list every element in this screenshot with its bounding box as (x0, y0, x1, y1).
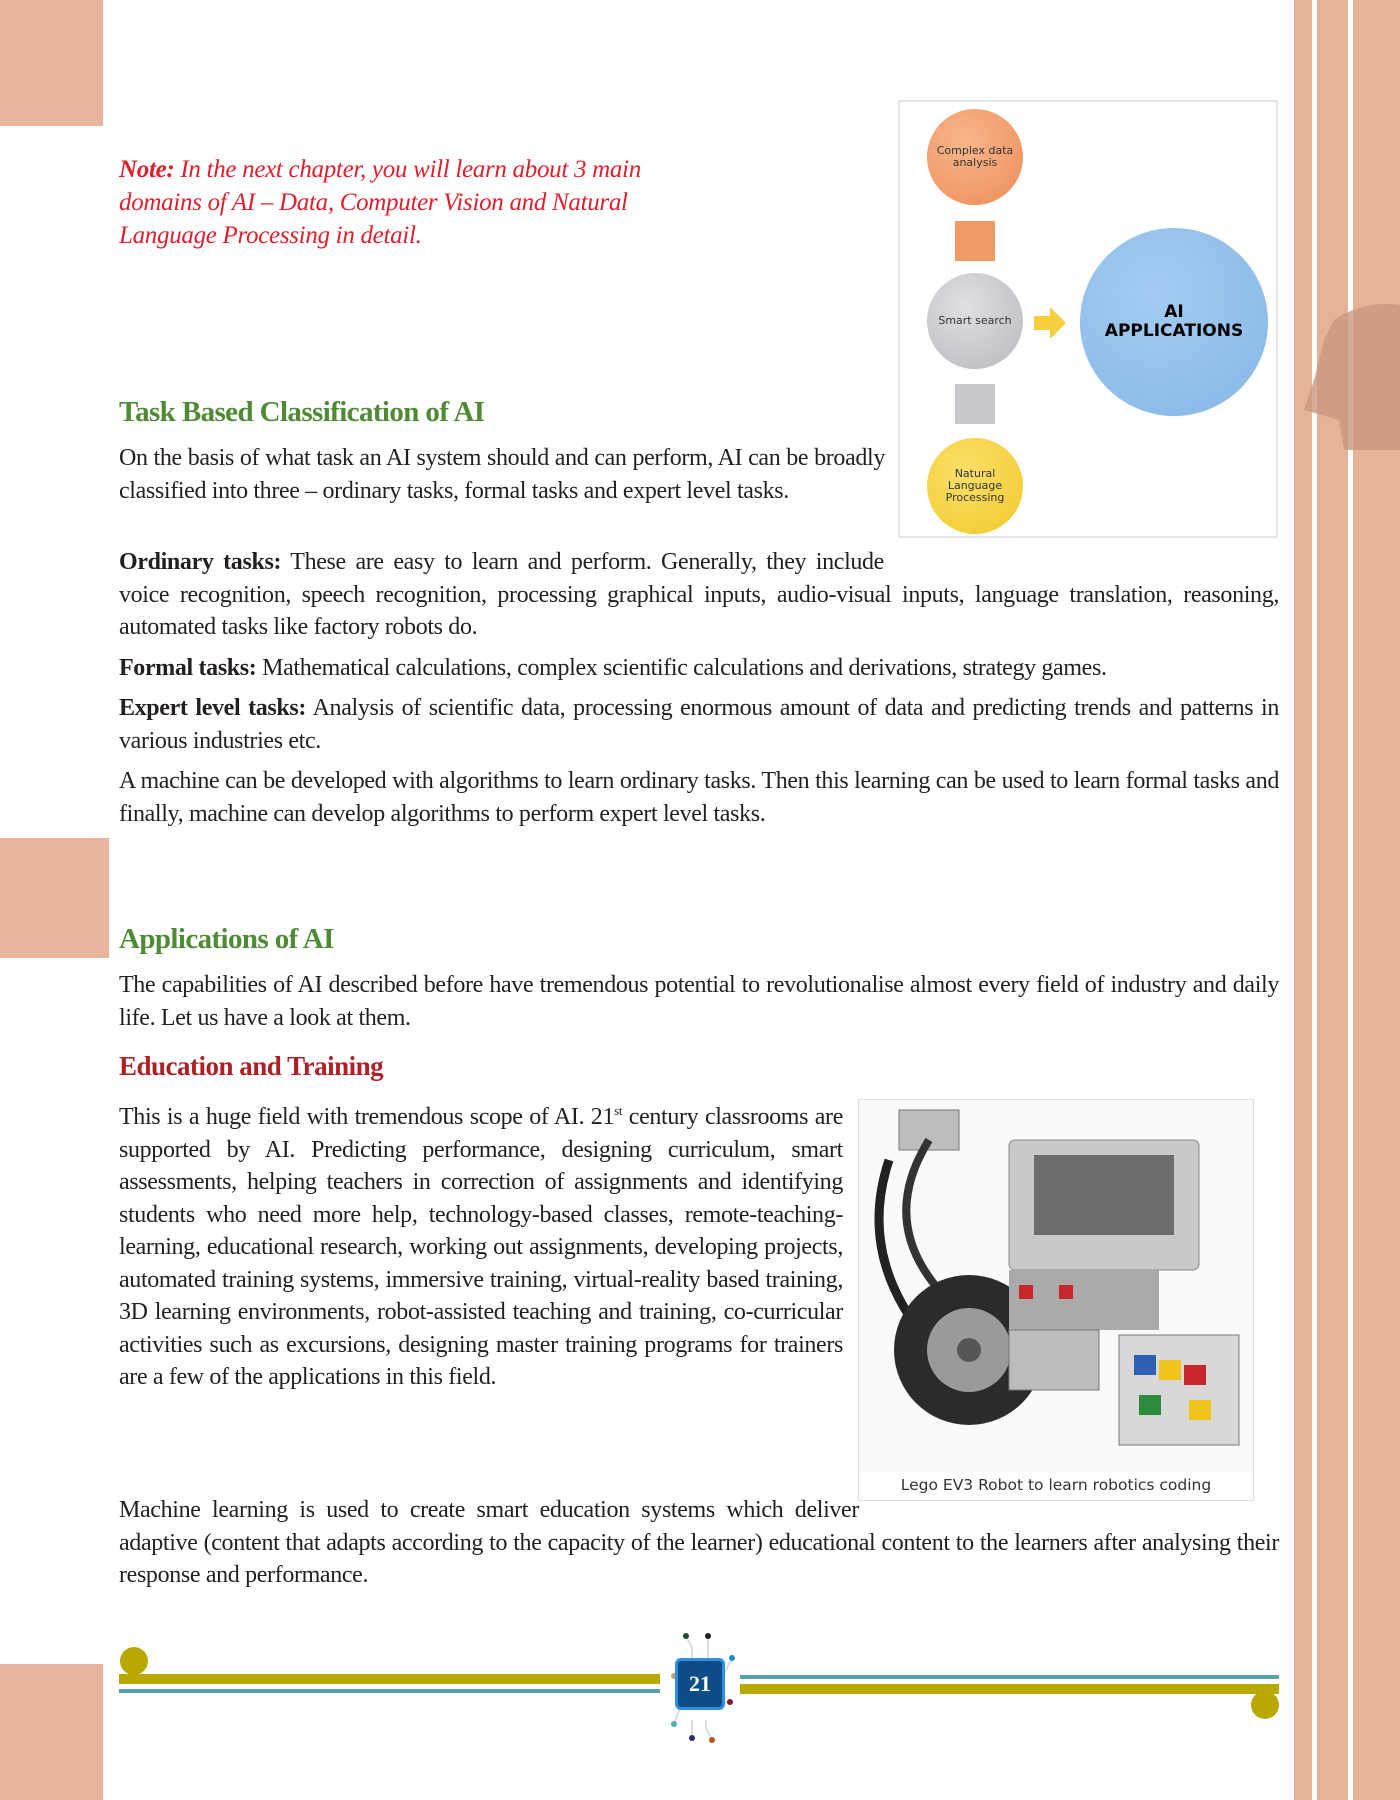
arrow-right-icon (1034, 307, 1066, 339)
circuit-head-icon (1294, 300, 1400, 470)
heading-applications-of-ai: Applications of AI (119, 923, 334, 955)
expert-tasks-paragraph: Expert level tasks: Analysis of scientific data, processing enormous amount of data and predicting trends and patterns in various industries etc. (119, 695, 1279, 754)
decorative-right-band (1294, 0, 1400, 1800)
task-intro-paragraph: On the basis of what task an AI system should and can perform, AI can be broadly classified into three – ordinary tasks, formal tasks and expert level tasks. (119, 445, 885, 504)
note-body: In the next chapter, you will learn about 3 main domains of AI – Data, Computer Vision and Natural Language Processing in detail. (119, 156, 641, 249)
machine-learning-paragraph: Machine learning is used to create smart education systems which deliver adaptive (content that adapts according to the capacity of the learner) educational content to the learners after analysing their response and performance. (119, 1497, 1279, 1588)
page-number: 21 (689, 1671, 711, 1696)
figure-caption: Lego EV3 Robot to learn robotics coding (900, 1476, 1212, 1494)
note-text (119, 153, 729, 252)
diagram-node-nlp: Natural Language Processing (927, 438, 1023, 534)
footer-rule-olive-right (740, 1684, 1279, 1694)
ai-applications-diagram (898, 100, 1278, 538)
lego-robot-figure (858, 1099, 1254, 1501)
heading-task-based-classification: Task Based Classification of AI (119, 396, 485, 428)
applications-intro-paragraph: The capabilities of AI described before have tremendous potential to revolutionalise almost every field of industry and daily life. Let us have a look at them. (119, 972, 1279, 1031)
plus-icon (955, 384, 995, 424)
decorative-corner-block (0, 0, 103, 126)
footer-rule-teal-right (740, 1675, 1279, 1679)
heading-education-and-training: Education and Training (119, 1051, 384, 1081)
formal-tasks-paragraph: Formal tasks: Mathematical calculations, complex scientific calculations and derivations, strategy games. (119, 654, 1107, 681)
decorative-bottom-block (0, 1664, 103, 1800)
footer-dot-left (120, 1647, 148, 1675)
footer-dot-right (1251, 1691, 1279, 1719)
diagram-result-ai-applications: AI APPLICATIONS (1080, 228, 1268, 416)
lego-robot-image (859, 1100, 1253, 1472)
diagram-node-smart-search: Smart search (927, 273, 1023, 369)
task-details (119, 546, 1279, 830)
education-paragraph: This is a huge field with tremendous scope of AI. 21st century classrooms are supported by AI. Predicting performance, designing curriculum, smart assessments, helping teachers in correction of assignments and identifying students who need more help, technology-based classes, remote-teaching-learning, educational research, working out assignments, developing projects, automated training systems, immersive training, virtual-reality based training, 3D learning environments, robot-assisted teaching and training, co-curricular activities such as excursions, designing master training programs for trainers are a few of the applications in this field. (119, 1103, 843, 1390)
ordinary-tasks-paragraph: Ordinary tasks: These are easy to learn and perform. Generally, they include voice recognition, speech recognition, processing graphical inputs, audio-visual inputs, language translation, reasoning, automated tasks like factory robots do. (119, 549, 1279, 640)
footer-rule-olive-left (119, 1674, 660, 1684)
task-closing-paragraph: A machine can be developed with algorithms to learn ordinary tasks. Then this learning can be used to learn formal tasks and finally, machine can develop algorithms to perform expert level tasks. (119, 768, 1279, 827)
note-label: Note: (119, 156, 175, 183)
page-number-badge (675, 1658, 725, 1710)
decorative-side-block (0, 838, 109, 958)
plus-icon (955, 221, 995, 261)
diagram-node-complex-data: Complex data analysis (927, 109, 1023, 205)
footer-rule-teal-left (119, 1689, 660, 1693)
